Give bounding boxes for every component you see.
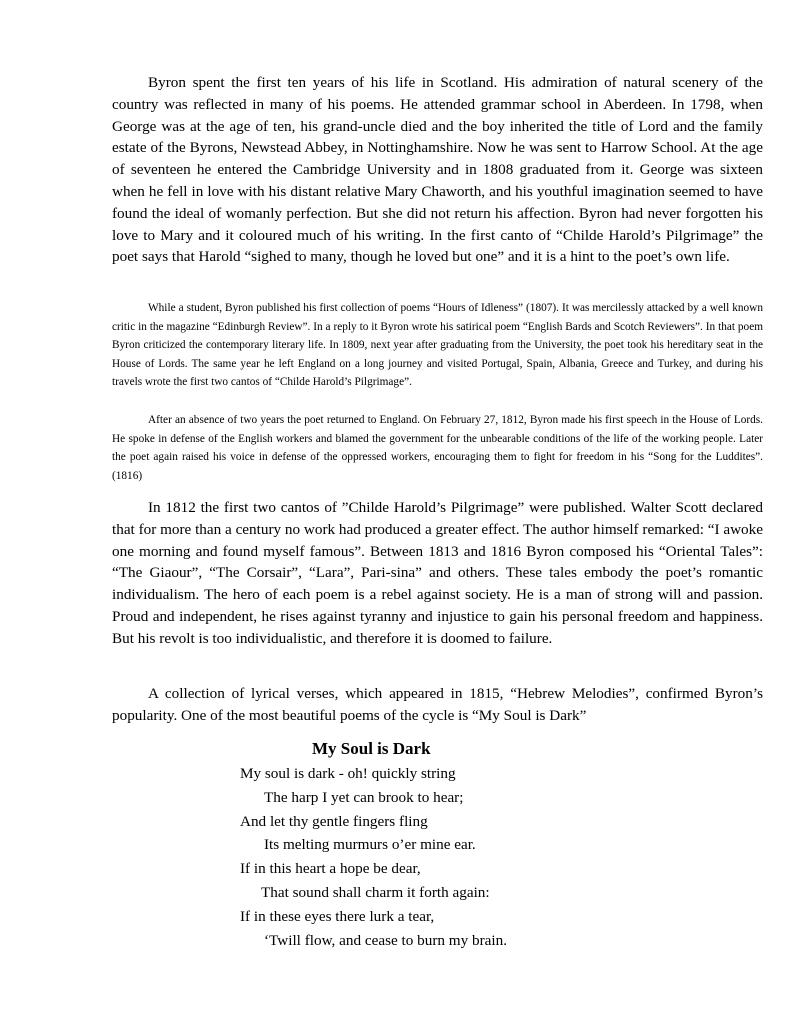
paragraph-house-of-lords: After an absence of two years the poet returned to England. On February 27, 1812, Byron made his first speech in the House of Lords. He spoke in defense of the English workers and blamed the government for the unbearable conditions of the life of the working people. Later the poet again raised his voice in defense of the oppressed workers, encouraging them to fight for freedom in his “Song for the Luddites”. (1816) bbox=[112, 414, 763, 482]
poem-line: My soul is dark - oh! quickly string bbox=[240, 765, 456, 782]
poem-line: If in these eyes there lurk a tear, bbox=[240, 907, 435, 925]
paragraph-hebrew-melodies: A collection of lyrical verses, which appeared in 1815, “Hebrew Melodies”, confirmed Byron’s popularity. One of the most beautiful poems of the cycle is “My Soul is Dark” bbox=[112, 685, 763, 724]
poem-line: And let thy gentle fingers fling bbox=[240, 812, 428, 830]
poem-line: ‘Twill flow, and cease to burn my brain. bbox=[264, 931, 507, 949]
poem-line: The harp I yet can brook to hear; bbox=[264, 788, 464, 806]
paragraph-student-years: While a student, Byron published his first collection of poems “Hours of Idleness” (1807). It was mercilessly attacked by a well known critic in the magazine “Edinburgh Review”. In a reply to it Byron wrote his satirical poem “English Bards and Scotch Reviewers”. In that poem Byron criticized the contemporary literary life. In 1809, next year after graduating from the University, the poet took his hereditary seat in the House of Lords. The same year he left England on a long journey and visited Portugal, Spain, Albania, Greece and Turkey, and during his travels wrote the first two cantos of “Childe Harold’s Pilgrimage”. bbox=[112, 302, 763, 389]
paragraph-early-life: Byron spent the first ten years of his life in Scotland. His admiration of natural scenery of the country was reflected in many of his poems. He attended grammar school in Aberdeen. In 1798, when George was at the age of ten, his grand-uncle died and the boy inherited the title of Lord and the family estate of the Byrons, Newstead Abbey, in Nottinghamshire. Now he was sent to Harrow School. At the age of seventeen he entered the Cambridge University and in 1808 graduated from it. George was sixteen when he fell in love with his distant relative Mary Chaworth, and his youthful imagination seemed to have found the ideal of womanly perfection. But she did not return his affection. Byron had never forgotten his love to Mary and it coloured much of his writing. In the first canto of “Childe Harold’s Pilgrimage” the poet says that Harold “sighed to many, though he loved but one” and it is a hint to the poet’s own life. bbox=[112, 74, 763, 266]
poem-title: My Soul is Dark bbox=[312, 739, 431, 758]
poem-line: If in this heart a hope be dear, bbox=[240, 860, 421, 878]
paragraph-childe-harold: In 1812 the first two cantos of ”Childe Harold’s Pilgrimage” were published. Walter Scott declared that for more than a century no work had produced a greater effect. The author himself remarked: “I awoke one morning and found myself famous”. Between 1813 and 1816 Byron composed his “Oriental Tales”: “The Giaour”, “The Corsair”, “Lara”, Pari-sina” and others. These tales embody the poet’s romantic individualism. The hero of each poem is a rebel against society. He is a man of strong will and passion. Proud and independent, he rises against tyranny and injustice to gain his personal freedom and happiness. But his revolt is too individualistic, and therefore it is doomed to failure. bbox=[112, 499, 763, 647]
poem-line: That sound shall charm it forth again: bbox=[261, 883, 490, 901]
poem-line: Its melting murmurs o’er mine ear. bbox=[264, 836, 476, 854]
poem-stanza bbox=[240, 762, 660, 952]
